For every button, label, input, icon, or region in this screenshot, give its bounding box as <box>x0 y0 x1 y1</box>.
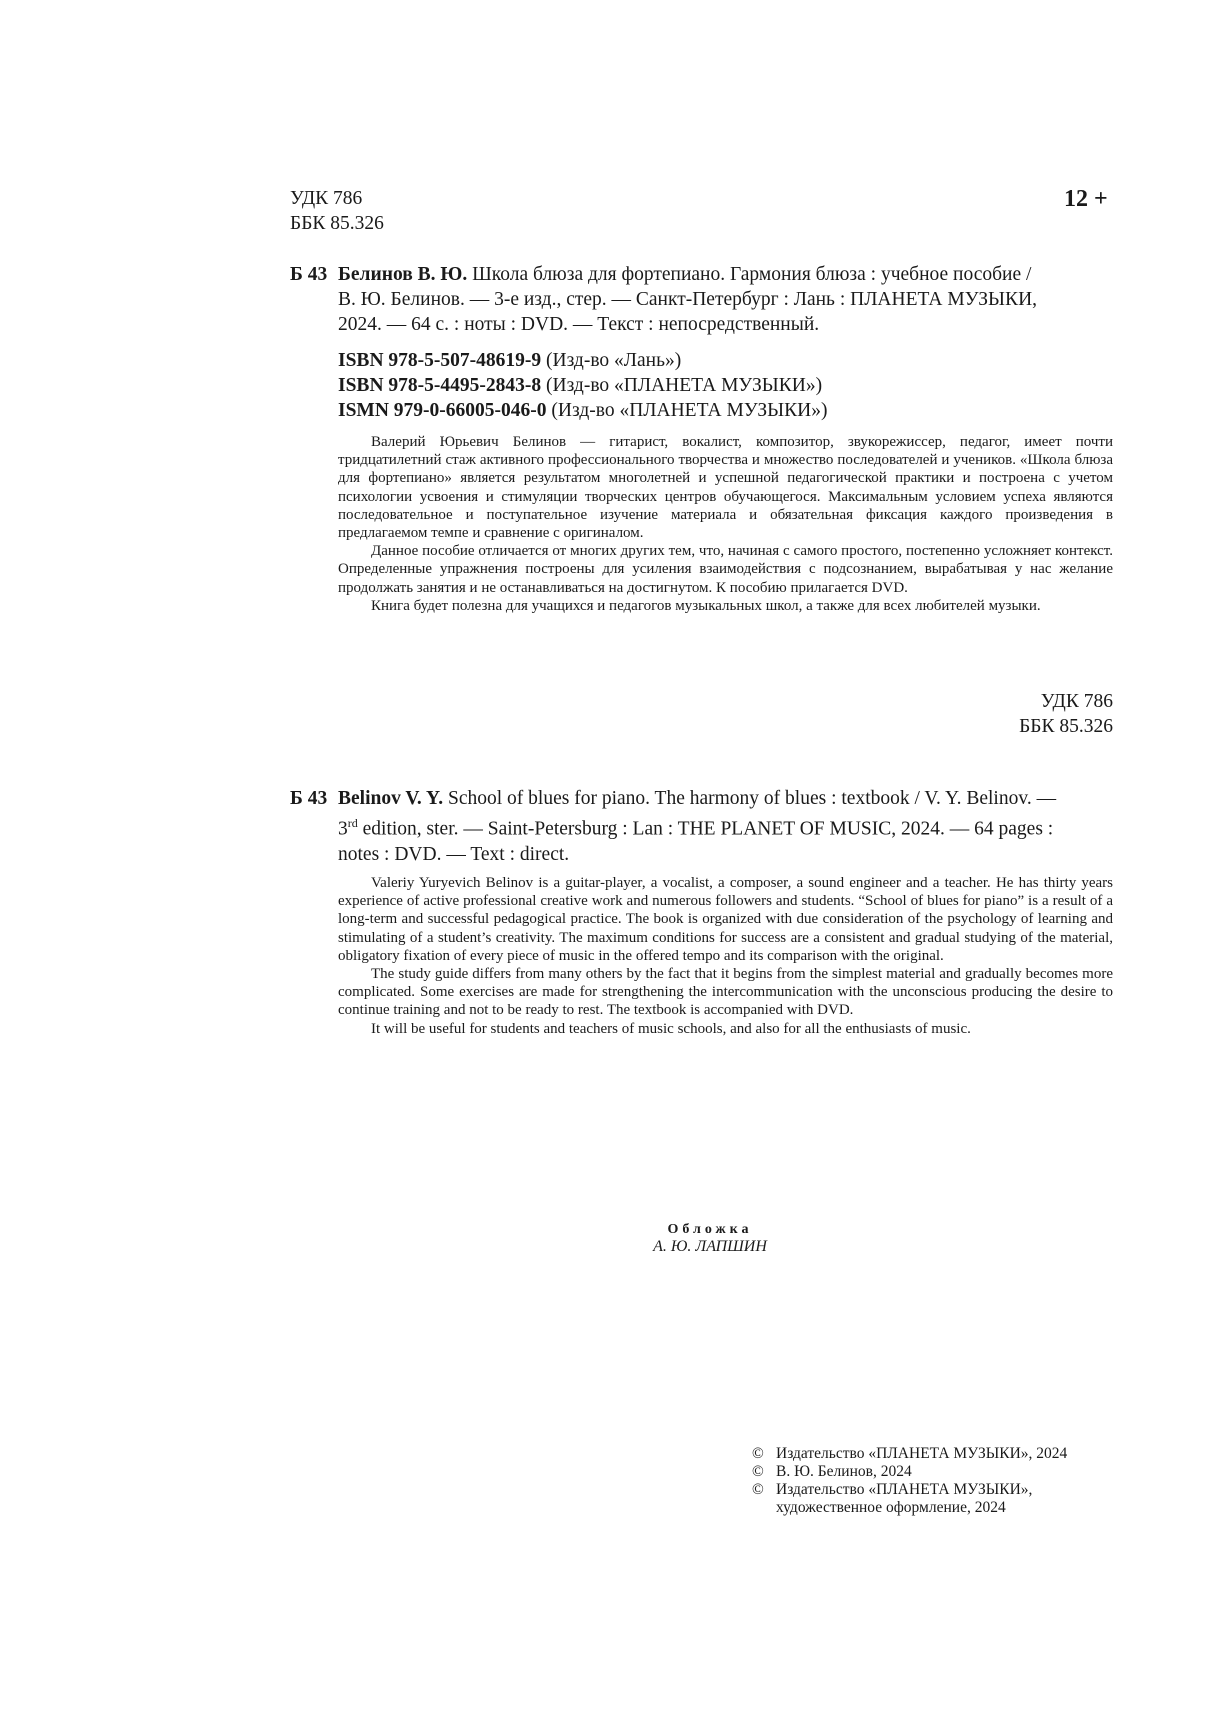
copyright-line <box>752 1463 1122 1481</box>
bbk-code: ББК 85.326 <box>290 213 384 234</box>
isbn-code: ISBN 978-5-507-48619-9 <box>338 350 542 371</box>
isbn-list <box>338 348 827 423</box>
ru-entry-line2: В. Ю. Белинов. — 3-е изд., стер. — Санкт-Петербург : Лань : ПЛАНЕТА МУЗЫКИ, <box>338 289 1038 310</box>
ru-abstract-paragraph: Валерий Юрьевич Белинов — гитарист, вокалист, композитор, звукорежиссер, педагог, имеет почти тридцатилетний стаж активного профессионального творчества и множество последователей и учеников. «Школа блюза для фортепиано» является результатом многолетней и успешной педагогической практики и построена с учетом психологии усвоения и стимуляции творческих центров обучающегося. Максимальным условием успеха являются последовательное и поступательное изучение материала и обязательная фиксация каждого произведения в предлагаемом темпе и сравнение с оригиналом. <box>338 434 1113 542</box>
en-entry-edition-number: 3 <box>338 818 348 840</box>
copyright-line <box>752 1481 1122 1499</box>
ismn-code: ISMN 979-0-66005-046-0 <box>338 400 547 421</box>
copyright-text: В. Ю. Белинов, 2024 <box>776 1463 912 1480</box>
ru-entry-description <box>338 262 1113 337</box>
ismn-publisher: (Изд-во «ПЛАНЕТА МУЗЫКИ») <box>546 400 828 421</box>
copyright-symbol: © <box>752 1445 764 1462</box>
isbn-code: ISBN 978-5-4495-2843-8 <box>338 375 542 396</box>
en-entry-line2: edition, ster. — Saint-Petersburg : Lan : THE PLANET OF MUSIC, 2024. — 64 pages : <box>357 818 1054 840</box>
copyright-symbol: © <box>752 1481 764 1498</box>
ismn-item <box>338 398 827 423</box>
isbn-publisher: (Изд-во «Лань») <box>541 350 682 371</box>
isbn-publisher: (Изд-во «ПЛАНЕТА МУЗЫКИ») <box>541 375 823 396</box>
copyright-symbol <box>752 1499 776 1517</box>
ru-entry-classification <box>900 689 1113 739</box>
en-abstract-paragraph: It will be useful for students and teachers of music schools, and also for all the enthusiasts of music. <box>371 1020 971 1037</box>
isbn-item <box>338 348 827 373</box>
ru-entry-bbk: ББК 85.326 <box>1019 716 1113 737</box>
en-entry-author: Belinov V. Y. <box>338 788 444 809</box>
cover-label: Обложка <box>667 1222 753 1237</box>
en-entry-description <box>338 786 1113 867</box>
header-classification <box>290 186 384 236</box>
copyright-text: Издательство «ПЛАНЕТА МУЗЫКИ», <box>776 1481 1033 1498</box>
en-entry-edition-suffix: rd <box>347 816 358 830</box>
copyright-line <box>752 1445 1122 1463</box>
en-abstract-paragraph: The study guide differs from many others by the fact that it begins from the simplest material and gradually becomes more complicated. Some exercises are made for strengthening the intercommunication with the unconscious producing the desire to continue training and not to be ready to rest. The textbook is accompanied with DVD. <box>338 966 1113 1019</box>
cover-designer: А. Ю. ЛАПШИН <box>653 1238 767 1255</box>
ru-entry-line3: 2024. — 64 с. : ноты : DVD. — Текст : непосредственный. <box>338 314 820 335</box>
isbn-item <box>338 373 827 398</box>
copyright-text: Издательство «ПЛАНЕТА МУЗЫКИ», 2024 <box>776 1445 1068 1462</box>
en-entry-title: School of blues for piano. The harmony of blues : textbook / V. Y. Belinov. — <box>443 788 1057 809</box>
ru-entry-author: Белинов В. Ю. <box>338 264 468 285</box>
en-entry-index: Б 43 <box>290 788 328 809</box>
ru-entry-udk: УДК 786 <box>1040 691 1113 712</box>
copyright-symbol: © <box>752 1463 764 1480</box>
udk-code: УДК 786 <box>290 188 363 209</box>
en-entry-line3: notes : DVD. — Text : direct. <box>338 843 570 865</box>
copyright-line <box>752 1499 1122 1517</box>
en-abstract-paragraph: Valeriy Yuryevich Belinov is a guitar-player, a vocalist, a composer, a sound engineer and a teacher. He has thirty years experience of active professional creative work and numerous followers and students. “School of blues for piano” is a result of a long-term and successful pedagogical practice. The book is organized with due consideration of the psychology of learning and stimulating of a student’s creativity. The maximum conditions for success are a consistent and gradual studying of the material, obligatory fixation of every piece of music in the offered tempo and its comparison with the original. <box>338 875 1113 964</box>
cover-credit <box>580 1222 840 1256</box>
copyright-block <box>752 1445 1122 1517</box>
ru-abstract <box>338 433 1113 615</box>
en-abstract <box>338 874 1113 1038</box>
age-rating: 12 + <box>1064 186 1108 212</box>
copyright-text: художественное оформление, 2024 <box>776 1499 1006 1516</box>
ru-entry-title: Школа блюза для фортепиано. Гармония блюза : учебное пособие / <box>467 264 1032 285</box>
ru-abstract-paragraph: Книга будет полезна для учащихся и педагогов музыкальных школ, а также для всех любителей музыки. <box>371 597 1041 614</box>
ru-abstract-paragraph: Данное пособие отличается от многих других тем, что, начиная с самого простого, постепенно усложняет контекст. Определенные упражнения построены для усиления взаимодействия с подсознанием, вырабатывая у нас желание продолжать занятия и не останавливаться на достигнутом. К пособию прилагается DVD. <box>338 543 1113 596</box>
ru-entry-index: Б 43 <box>290 264 328 285</box>
